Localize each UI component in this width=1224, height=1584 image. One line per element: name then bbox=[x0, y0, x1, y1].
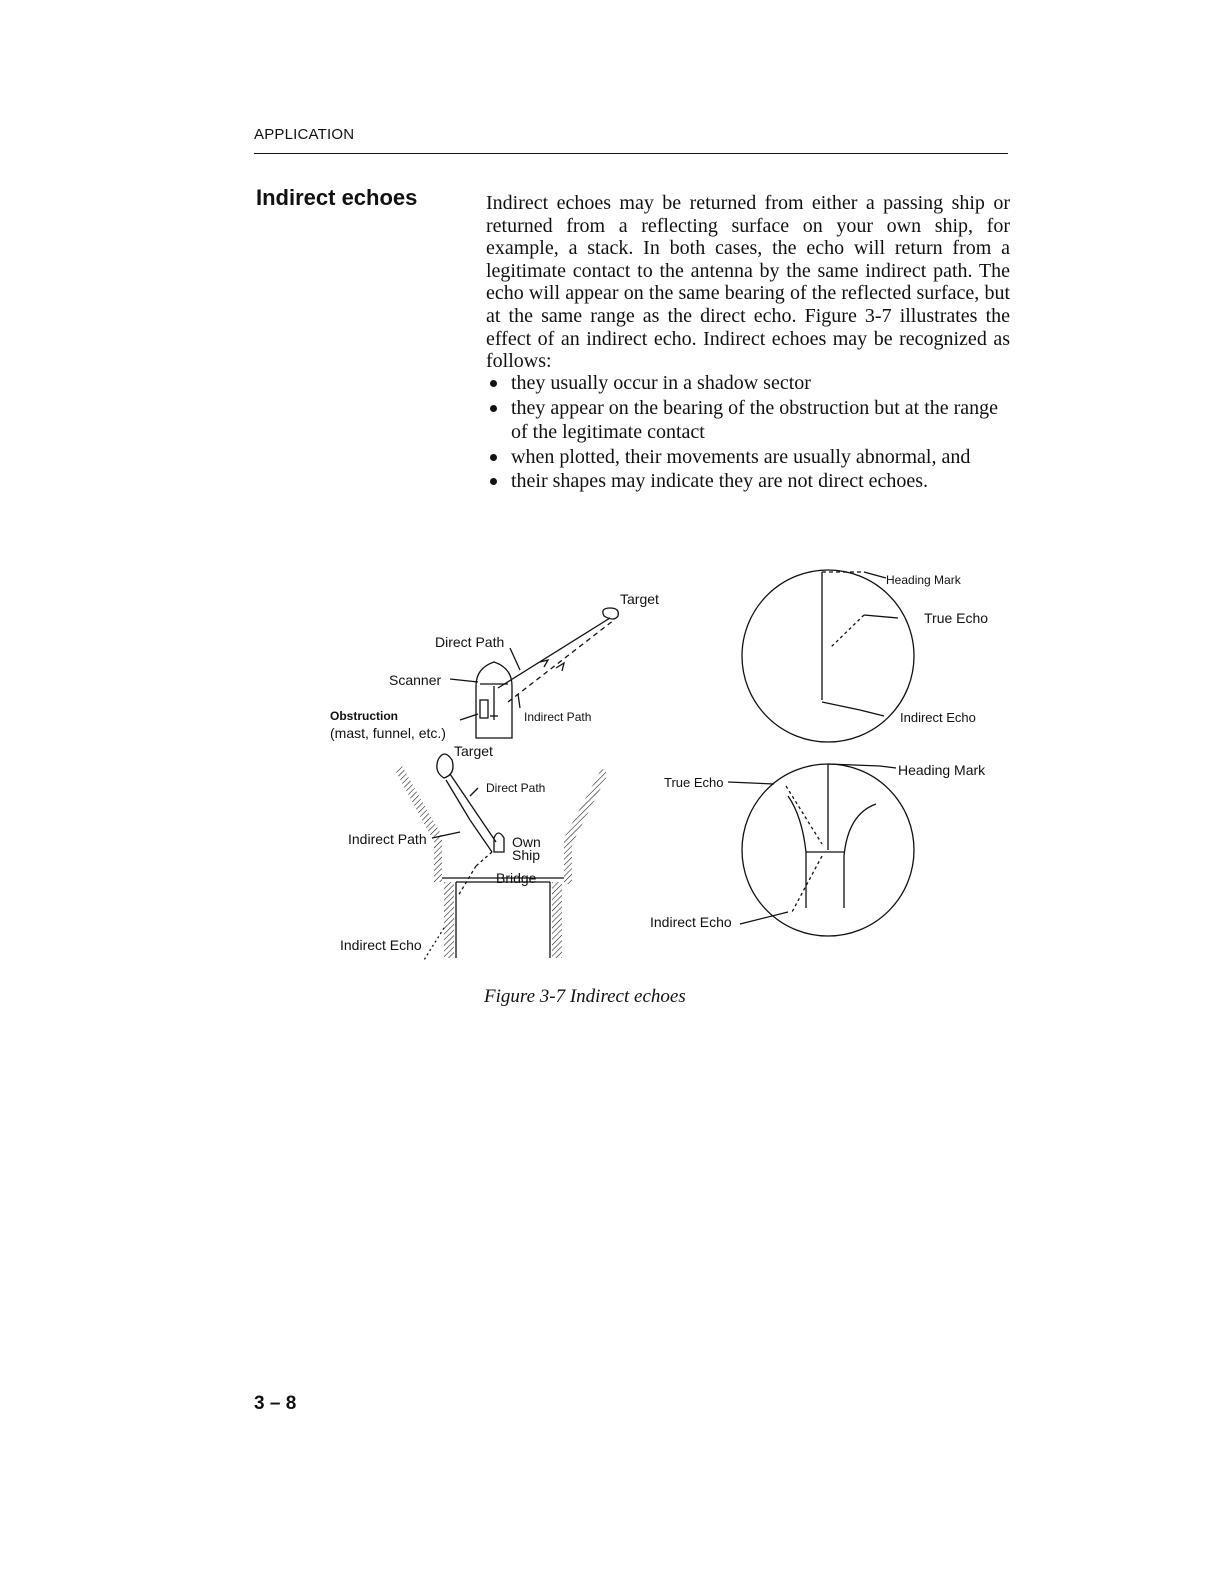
indirect-echo-top-label: Indirect Echo bbox=[900, 710, 976, 725]
indirect-path-bottom-label: Indirect Path bbox=[348, 831, 427, 847]
obstruction-icon bbox=[480, 700, 488, 718]
bridge-label: Bridge bbox=[496, 870, 537, 886]
ppi-display-top bbox=[742, 570, 914, 742]
true-echo-bottom-label: True Echo bbox=[664, 775, 724, 790]
page-number: 3 – 8 bbox=[254, 1393, 297, 1414]
scanner-label: Scanner bbox=[389, 672, 442, 688]
indirect-echoes-figure bbox=[320, 560, 1020, 980]
ppi-display-bottom bbox=[728, 764, 914, 936]
bullet-icon bbox=[490, 478, 497, 485]
direct-path-bottom-label: Direct Path bbox=[486, 781, 546, 795]
indirect-echo-bottom-label: Indirect Echo bbox=[650, 914, 732, 930]
heading-mark-bottom-label: Heading Mark bbox=[898, 762, 986, 778]
header-rule bbox=[254, 153, 1008, 154]
list-item: when plotted, their movements are usually abnormal, and bbox=[486, 445, 1010, 470]
bullet-icon bbox=[490, 405, 497, 412]
body-paragraph: Indirect echoes may be returned from either a passing ship or returned from a reflecting surface on your own ship, for example, a stack. In both cases, the echo will return from a legitimate contact to the antenna by the same indirect path. The echo will appear on the same bearing of the reflected surface, but at the same range as the direct echo. Figure 3-7 illustrates the effect of an indirect echo. Indirect echoes may be recognized as follows: bbox=[486, 192, 1010, 373]
section-title: Indirect echoes bbox=[256, 185, 418, 210]
indirect-echo-mark bbox=[822, 702, 860, 710]
list-item: their shapes may indicate they are not direct echoes. bbox=[486, 469, 1010, 494]
indirect-path-top-label: Indirect Path bbox=[524, 710, 592, 724]
direct-path-line bbox=[498, 618, 610, 688]
indirect-echo-left-label: Indirect Echo bbox=[340, 937, 422, 953]
target-bottom-label: Target bbox=[454, 743, 493, 759]
target-top-label: Target bbox=[620, 591, 659, 607]
own-ship-icon bbox=[494, 833, 504, 852]
recognition-list bbox=[486, 371, 1010, 494]
indirect-path-bottom-line bbox=[470, 820, 492, 852]
target-top-icon bbox=[603, 608, 618, 619]
bullet-icon bbox=[490, 380, 497, 387]
obstruction-label: Obstruction bbox=[330, 709, 398, 723]
figure-caption: Figure 3-7 Indirect echoes bbox=[484, 986, 686, 1007]
own-ship-label-1: Own bbox=[512, 834, 541, 850]
true-echo-top-label: True Echo bbox=[924, 610, 989, 626]
list-item: they usually occur in a shadow sector bbox=[486, 371, 1010, 396]
true-echo-mark bbox=[830, 615, 864, 648]
indirect-echo-path-bottom bbox=[792, 856, 822, 912]
running-header: APPLICATION bbox=[254, 126, 355, 143]
bullet-icon bbox=[490, 454, 497, 461]
list-item: they appear on the bearing of the obstruction but at the range of the legitimate contact bbox=[486, 396, 1010, 445]
heading-mark-top-label: Heading Mark bbox=[886, 573, 961, 587]
obstruction-note: (mast, funnel, etc.) bbox=[330, 725, 446, 741]
direct-path-top-label: Direct Path bbox=[435, 634, 505, 650]
own-ship-label-2: Ship bbox=[512, 847, 541, 863]
